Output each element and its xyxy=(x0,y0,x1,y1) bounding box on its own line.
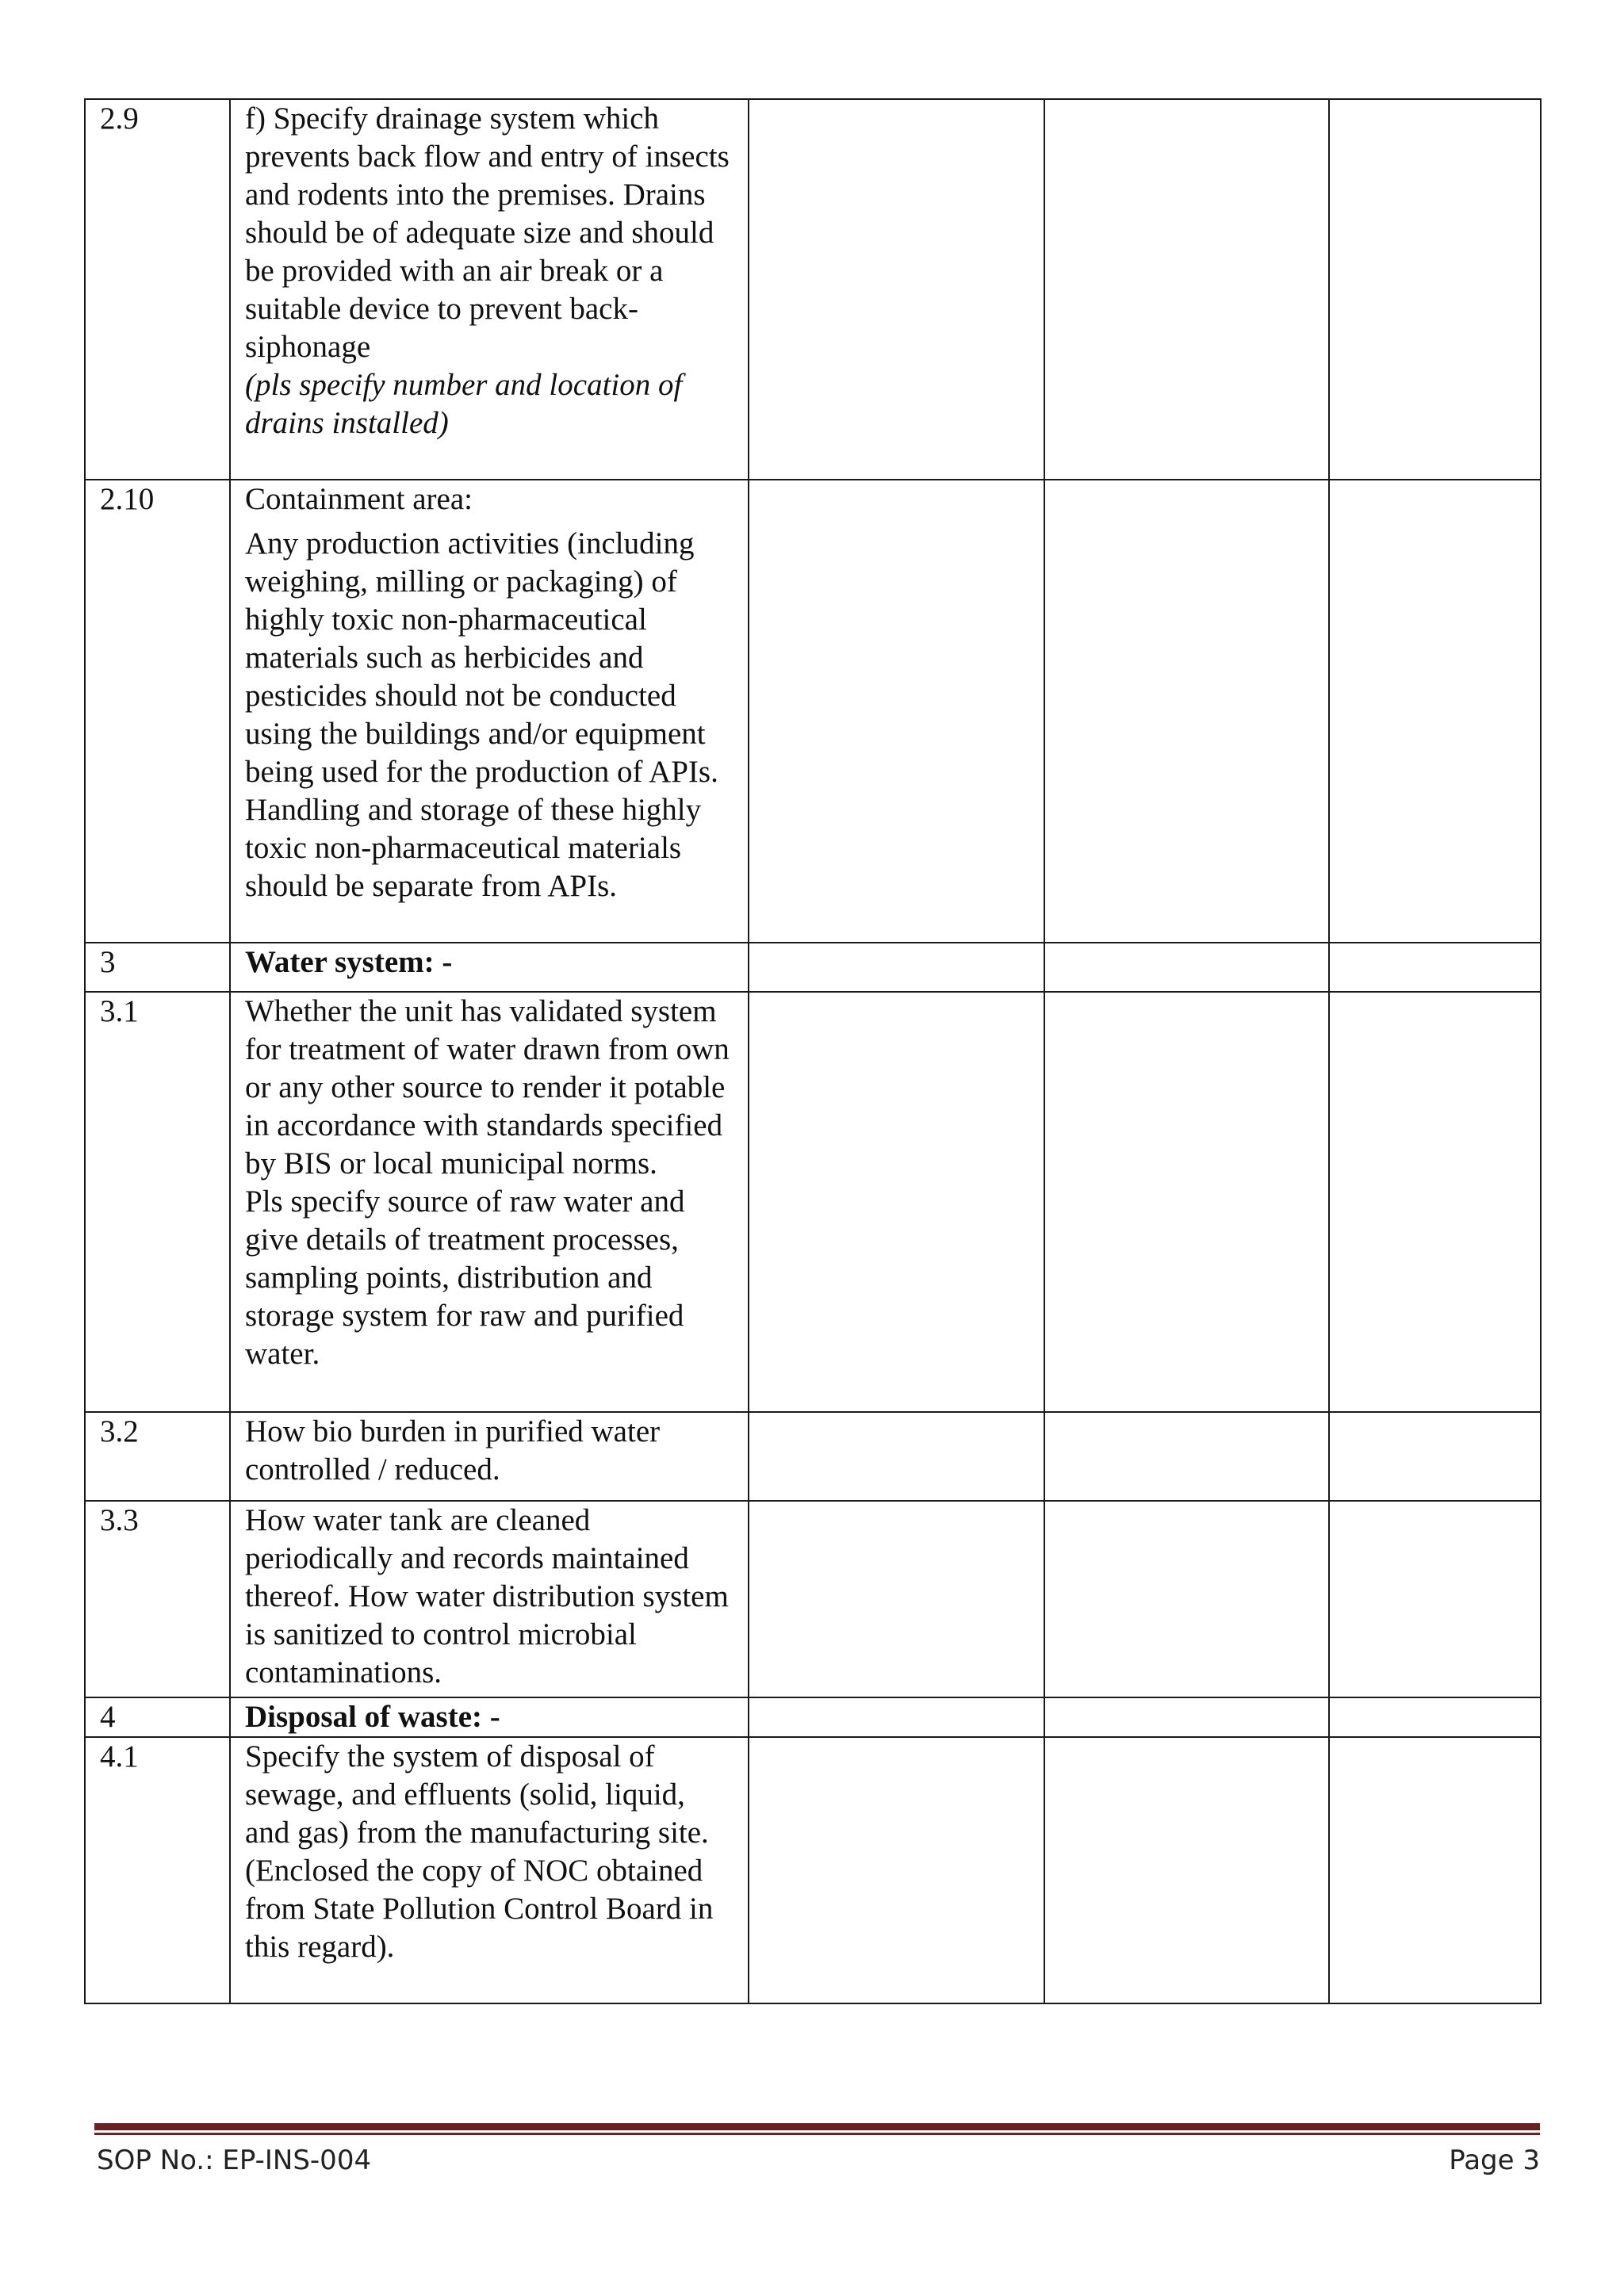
row-description xyxy=(230,1412,749,1501)
response-cell[interactable] xyxy=(1044,992,1329,1412)
response-cell[interactable] xyxy=(1044,1501,1329,1697)
response-cell[interactable] xyxy=(1044,480,1329,943)
row-text: How water tank are cleaned periodically and records maintained thereof. How water distribution system is sanitized to control microbial contaminations. xyxy=(245,1503,729,1689)
row-description xyxy=(230,992,749,1412)
response-cell[interactable] xyxy=(1044,99,1329,480)
row-description xyxy=(230,1501,749,1697)
response-cell[interactable] xyxy=(1329,99,1541,480)
table-row xyxy=(85,99,1541,480)
table-row xyxy=(85,480,1541,943)
row-text: (Enclosed the copy of NOC obtained from State Pollution Control Board in this regard). xyxy=(245,1854,714,1964)
section-row xyxy=(85,943,1541,992)
response-cell[interactable] xyxy=(1329,943,1541,992)
checklist-table xyxy=(84,98,1542,2004)
row-text: f) Specify drainage system which prevents back flow and entry of insects and rodents into the premises. Drains should be of adequate size and should be provided with an air break or a suitable device to prevent back-siphonage xyxy=(245,101,730,364)
page-number: Page 3 xyxy=(1449,2145,1540,2176)
response-cell[interactable] xyxy=(749,1412,1044,1501)
row-heading: Containment area: xyxy=(245,482,473,516)
table-row xyxy=(85,1737,1541,2003)
row-number: 4.1 xyxy=(85,1737,230,2003)
row-number: 3 xyxy=(85,943,230,992)
response-cell[interactable] xyxy=(1329,1501,1541,1697)
response-cell[interactable] xyxy=(1329,992,1541,1412)
row-text: Specify the system of disposal of sewage, and effluents (solid, liquid, and gas) from the manufacturing site. xyxy=(245,1739,709,1850)
response-cell[interactable] xyxy=(1329,1697,1541,1737)
table-row xyxy=(85,1412,1541,1501)
response-cell[interactable] xyxy=(749,1737,1044,2003)
row-number: 4 xyxy=(85,1697,230,1737)
response-cell[interactable] xyxy=(1329,1737,1541,2003)
row-description xyxy=(230,1737,749,2003)
row-description xyxy=(230,480,749,943)
row-number: 3.1 xyxy=(85,992,230,1412)
row-number: 3.2 xyxy=(85,1412,230,1501)
sop-number: SOP No.: EP-INS-004 xyxy=(97,2145,372,2176)
response-cell[interactable] xyxy=(1044,1697,1329,1737)
response-cell[interactable] xyxy=(1329,480,1541,943)
row-note: (pls specify number and location of drains installed) xyxy=(245,368,683,440)
row-number: 2.10 xyxy=(85,480,230,943)
row-description xyxy=(230,99,749,480)
response-cell[interactable] xyxy=(1044,943,1329,992)
response-cell[interactable] xyxy=(1044,1412,1329,1501)
response-cell[interactable] xyxy=(749,992,1044,1412)
table-row xyxy=(85,1501,1541,1697)
response-cell[interactable] xyxy=(749,943,1044,992)
row-number: 3.3 xyxy=(85,1501,230,1697)
response-cell[interactable] xyxy=(749,1697,1044,1737)
row-number: 2.9 xyxy=(85,99,230,480)
section-title: Water system: - xyxy=(230,943,749,992)
response-cell[interactable] xyxy=(1329,1412,1541,1501)
response-cell[interactable] xyxy=(749,99,1044,480)
footer-divider-thin xyxy=(94,2133,1540,2135)
row-text: Any production activities (including weighing, milling or packaging) of highly toxic non-pharmaceutical materials such as herbicides and pesticides should not be conducted using the buildings and/or equipment being used for the production of APIs. Handling and storage of these highly toxic non-pharmaceutical materials should be separate from APIs. xyxy=(245,526,718,903)
row-text: How bio burden in purified water controlled / reduced. xyxy=(245,1414,661,1487)
footer-divider xyxy=(94,2123,1540,2130)
response-cell[interactable] xyxy=(749,480,1044,943)
response-cell[interactable] xyxy=(1044,1737,1329,2003)
response-cell[interactable] xyxy=(749,1501,1044,1697)
section-row xyxy=(85,1697,1541,1737)
row-text: Whether the unit has validated system for treatment of water drawn from own or any other source to render it potable in accordance with standards specified by BIS or local municipal norms. xyxy=(245,994,730,1181)
table-row xyxy=(85,992,1541,1412)
row-text: Pls specify source of raw water and give details of treatment processes, sampling points, distribution and storage system for raw and purified water. xyxy=(245,1184,685,1371)
section-title: Disposal of waste: - xyxy=(230,1697,749,1737)
